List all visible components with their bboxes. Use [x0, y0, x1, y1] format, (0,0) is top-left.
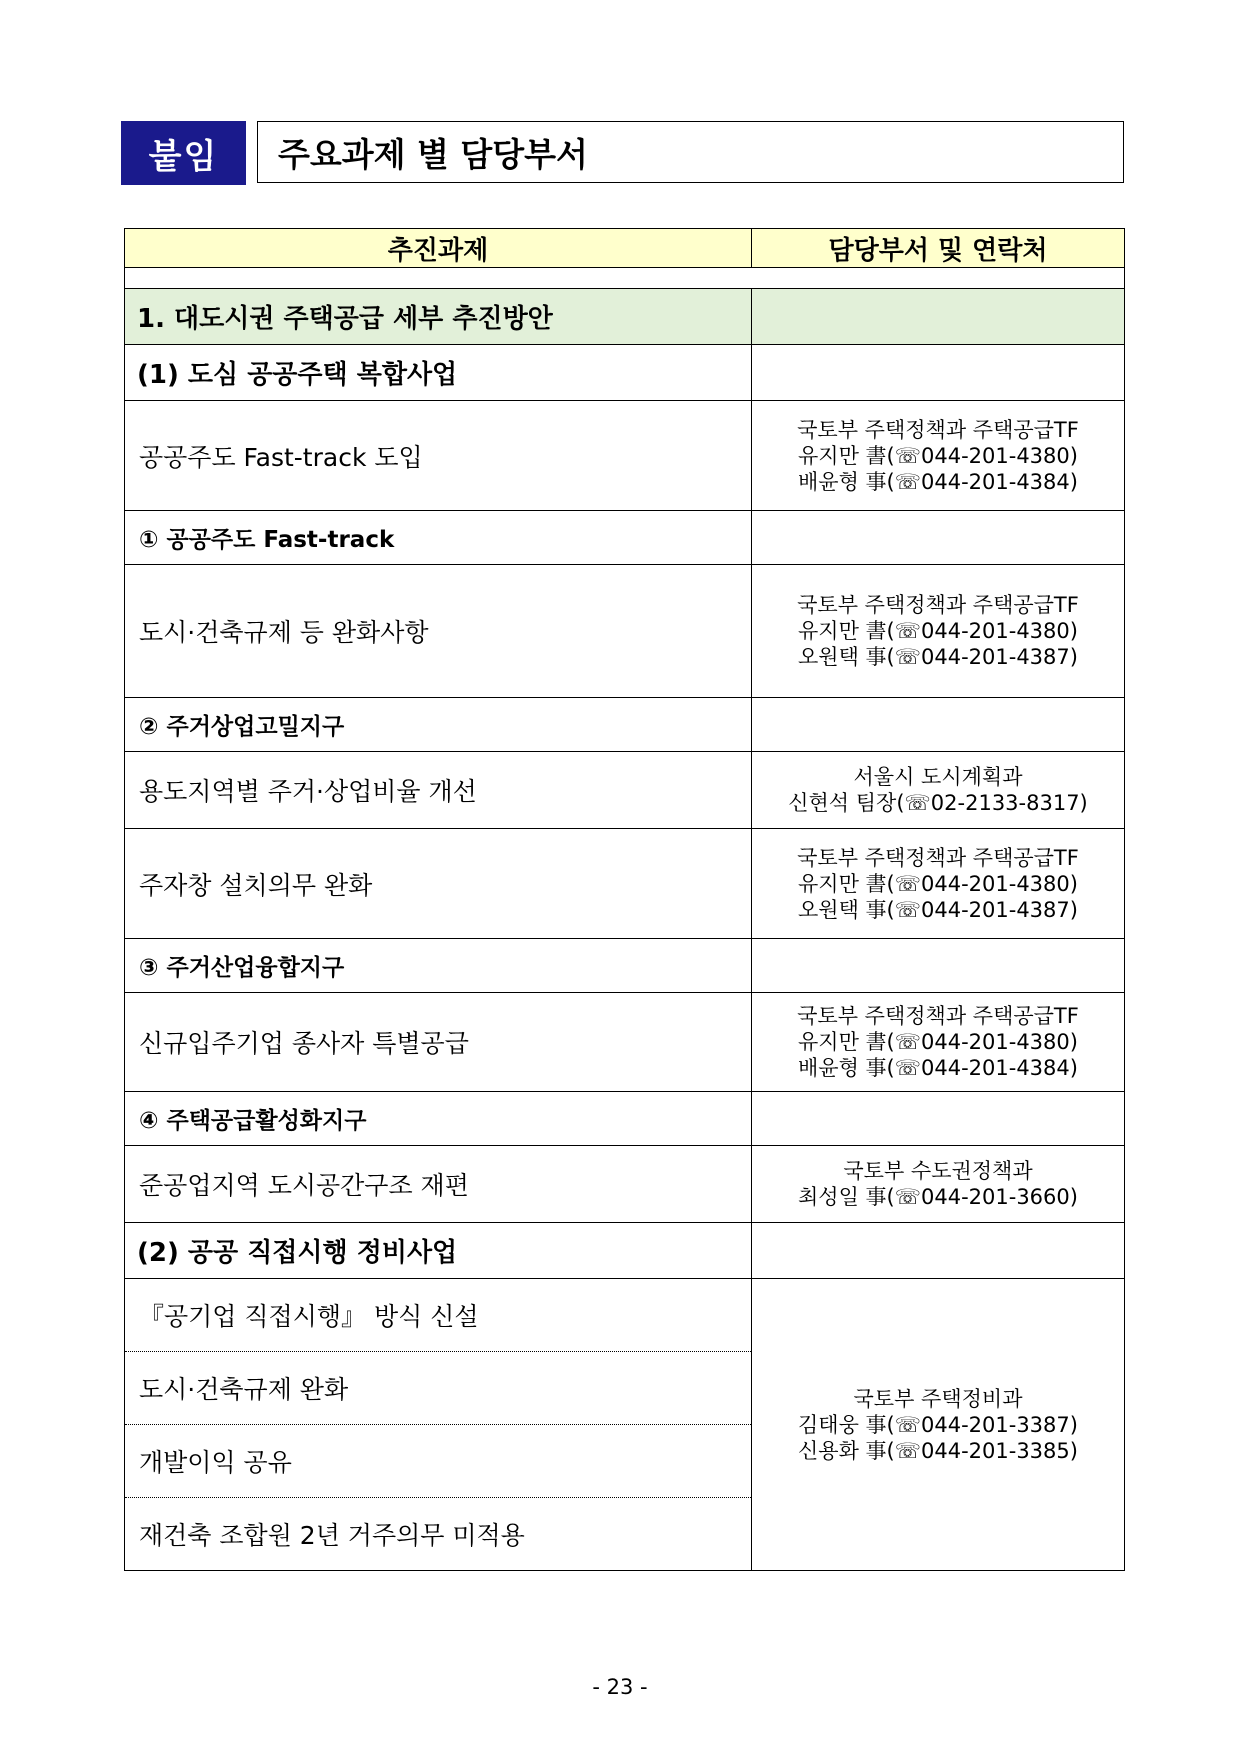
- category-row: ① 공공주도 Fast-track: [125, 511, 752, 565]
- section-heading-contact: [752, 289, 1125, 345]
- col-header-contact: 담당부서 및 연락처: [752, 229, 1125, 268]
- task-cell: 용도지역별 주거·상업비율 개선: [125, 752, 752, 829]
- task-cell: 준공업지역 도시공간구조 재편: [125, 1146, 752, 1223]
- empty-cell: [752, 698, 1125, 752]
- section-heading: 1. 대도시권 주택공급 세부 추진방안: [125, 289, 752, 345]
- subsection-heading: (1) 도심 공공주택 복합사업: [125, 345, 752, 401]
- page-title: 주요과제 별 담당부서: [257, 121, 1124, 183]
- task-cell: 공공주도 Fast-track 도입: [125, 401, 752, 511]
- empty-cell: [752, 1092, 1125, 1146]
- contact-cell: 국토부 주택정책과 주택공급TF 유지만 書(☏044-201-4380) 오원택 事(☏044-201-4387): [752, 829, 1125, 939]
- page-number: - 23 -: [592, 1675, 648, 1699]
- subsection-heading: (2) 공공 직접시행 정비사업: [125, 1223, 752, 1279]
- contact-cell: 국토부 주택정책과 주택공급TF 유지만 書(☏044-201-4380) 배윤형 事(☏044-201-4384): [752, 993, 1125, 1092]
- task-cell: 신규입주기업 종사자 특별공급: [125, 993, 752, 1092]
- contact-cell: 국토부 수도권정책과 최성일 事(☏044-201-3660): [752, 1146, 1125, 1223]
- task-cell: 도시·건축규제 등 완화사항: [125, 565, 752, 698]
- task-cell: 도시·건축규제 완화: [125, 1352, 752, 1425]
- category-row: ④ 주택공급활성화지구: [125, 1092, 752, 1146]
- contact-cell: 국토부 주택정책과 주택공급TF 유지만 書(☏044-201-4380) 배윤형 事(☏044-201-4384): [752, 401, 1125, 511]
- task-cell: 『공기업 직접시행』 방식 신설: [125, 1279, 752, 1352]
- spacer-row: [125, 268, 1125, 289]
- category-row: ③ 주거산업융합지구: [125, 939, 752, 993]
- empty-cell: [752, 939, 1125, 993]
- empty-cell: [752, 345, 1125, 401]
- empty-cell: [752, 511, 1125, 565]
- col-header-task: 추진과제: [125, 229, 752, 268]
- task-cell: 개발이익 공유: [125, 1425, 752, 1498]
- contact-cell: 국토부 주택정비과 김태웅 事(☏044-201-3387) 신용화 事(☏044-201-3385): [752, 1279, 1125, 1571]
- task-cell: 재건축 조합원 2년 거주의무 미적용: [125, 1498, 752, 1571]
- contact-cell: 국토부 주택정책과 주택공급TF 유지만 書(☏044-201-4380) 오원택 事(☏044-201-4387): [752, 565, 1125, 698]
- contact-cell: 서울시 도시계획과 신현석 팀장(☏02-2133-8317): [752, 752, 1125, 829]
- responsibility-table: [124, 228, 1125, 1571]
- task-cell: 주자창 설치의무 완화: [125, 829, 752, 939]
- empty-cell: [752, 1223, 1125, 1279]
- attachment-badge: 붙임: [121, 121, 246, 185]
- category-row: ② 주거상업고밀지구: [125, 698, 752, 752]
